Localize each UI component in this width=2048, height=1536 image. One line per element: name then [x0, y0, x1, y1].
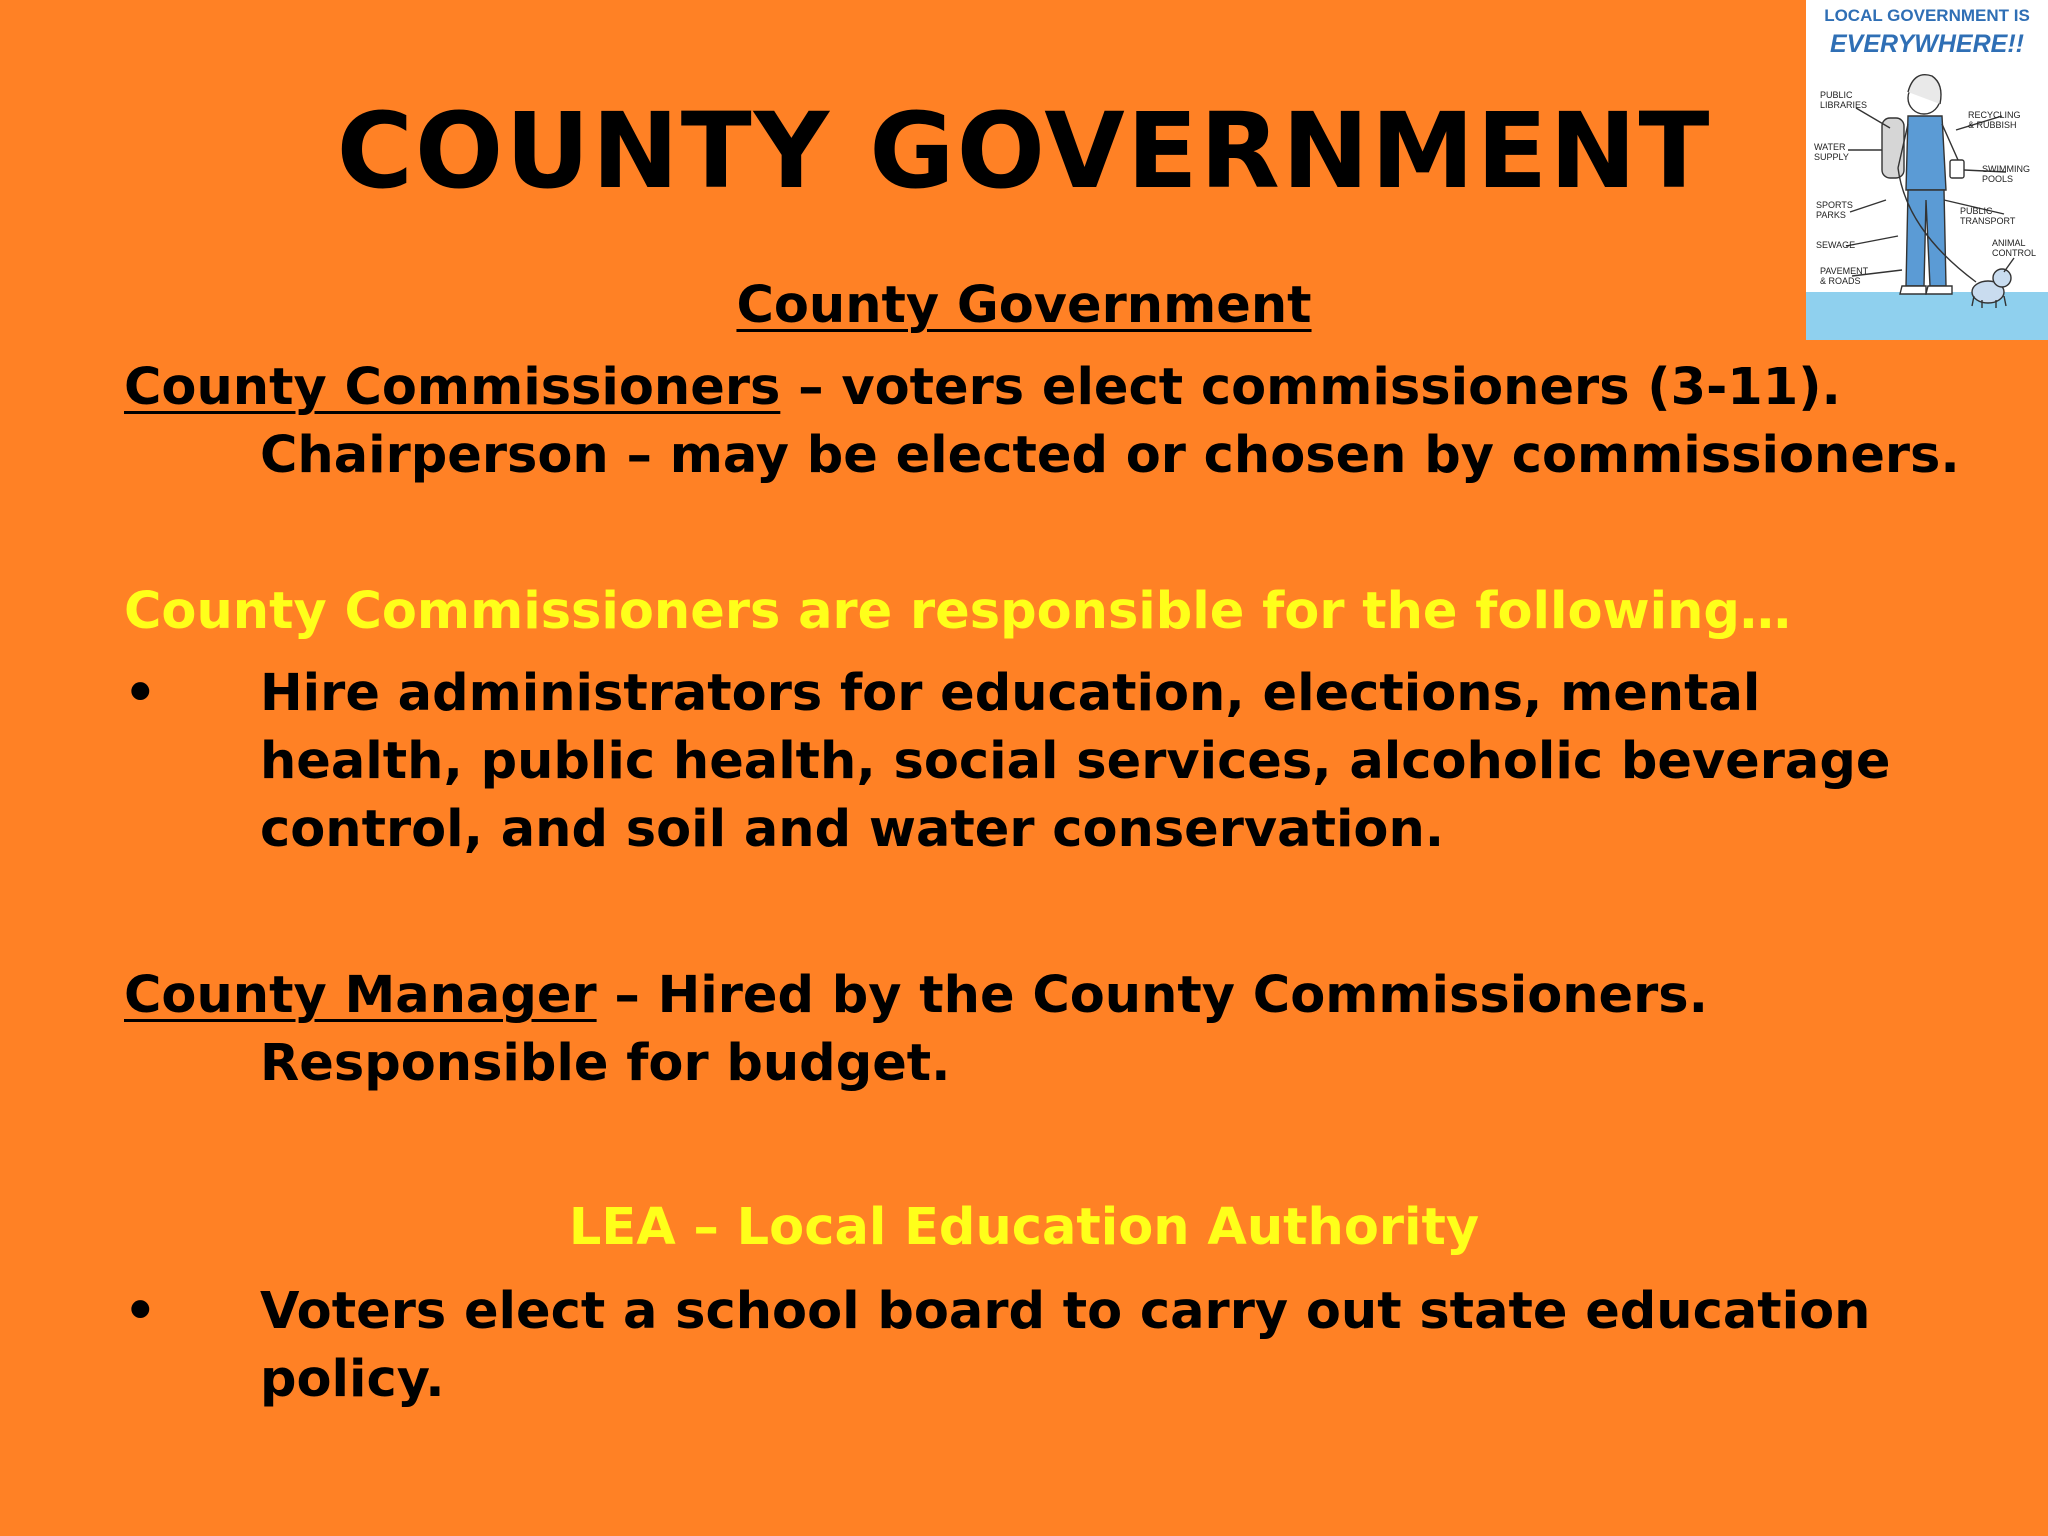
subtitle-text: County Government [736, 276, 1312, 335]
responsibility-line: health, public health, social services, alcoholic beverage [260, 732, 1891, 791]
poster-title-line-1: LOCAL GOVERNMENT IS [1824, 6, 2030, 25]
poster-label-water: WATER SUPPLY [1814, 142, 1849, 162]
commissioners-description: – voters elect commissioners (3-11). [780, 358, 1841, 417]
lea-heading: LEA – Local Education Authority [568, 1198, 1480, 1257]
poster-label-libraries: PUBLIC LIBRARIES [1820, 90, 1868, 110]
manager-term: County Manager [124, 966, 597, 1025]
manager-description: – Hired by the County Commissioners. [596, 966, 1709, 1025]
commissioners-line-1 [124, 354, 1841, 422]
poster-label-animal: ANIMAL CONTROL [1992, 238, 2037, 258]
responsibility-line: control, and soil and water conservation. [260, 800, 1445, 859]
chairperson-line: Chairperson – may be elected or chosen by commissioners. [260, 426, 1960, 485]
lea-line: policy. [260, 1350, 445, 1409]
bullet-marker: • [124, 664, 157, 723]
poster-label-pavement: PAVEMENT & ROADS [1820, 266, 1869, 286]
poster-label-transport: PUBLIC TRANSPORT [1960, 206, 2016, 226]
bullet-marker: • [124, 1282, 157, 1341]
local-government-poster [1806, 0, 2048, 340]
lea-line: Voters elect a school board to carry out state education [260, 1282, 1871, 1341]
poster-label-sports: SPORTS PARKS [1816, 200, 1853, 220]
responsibilities-heading: County Commissioners are responsible for the following… [124, 582, 1791, 641]
poster-label-recycling: RECYCLING & RUBBISH [1968, 110, 2021, 130]
poster-title-line-2: EVERYWHERE!! [1829, 30, 2024, 58]
slide-subtitle [0, 272, 2048, 340]
slide-title: COUNTY GOVERNMENT [336, 90, 1712, 212]
manager-budget-line: Responsible for budget. [260, 1034, 951, 1093]
poster-label-pools: SWIMMING POOLS [1982, 164, 2030, 184]
commissioners-term: County Commissioners [124, 358, 781, 417]
manager-line-1 [124, 962, 1708, 1030]
responsibility-line: Hire administrators for education, elections, mental [260, 664, 1761, 723]
poster-label-sewage: SEWAGE [1816, 240, 1856, 250]
